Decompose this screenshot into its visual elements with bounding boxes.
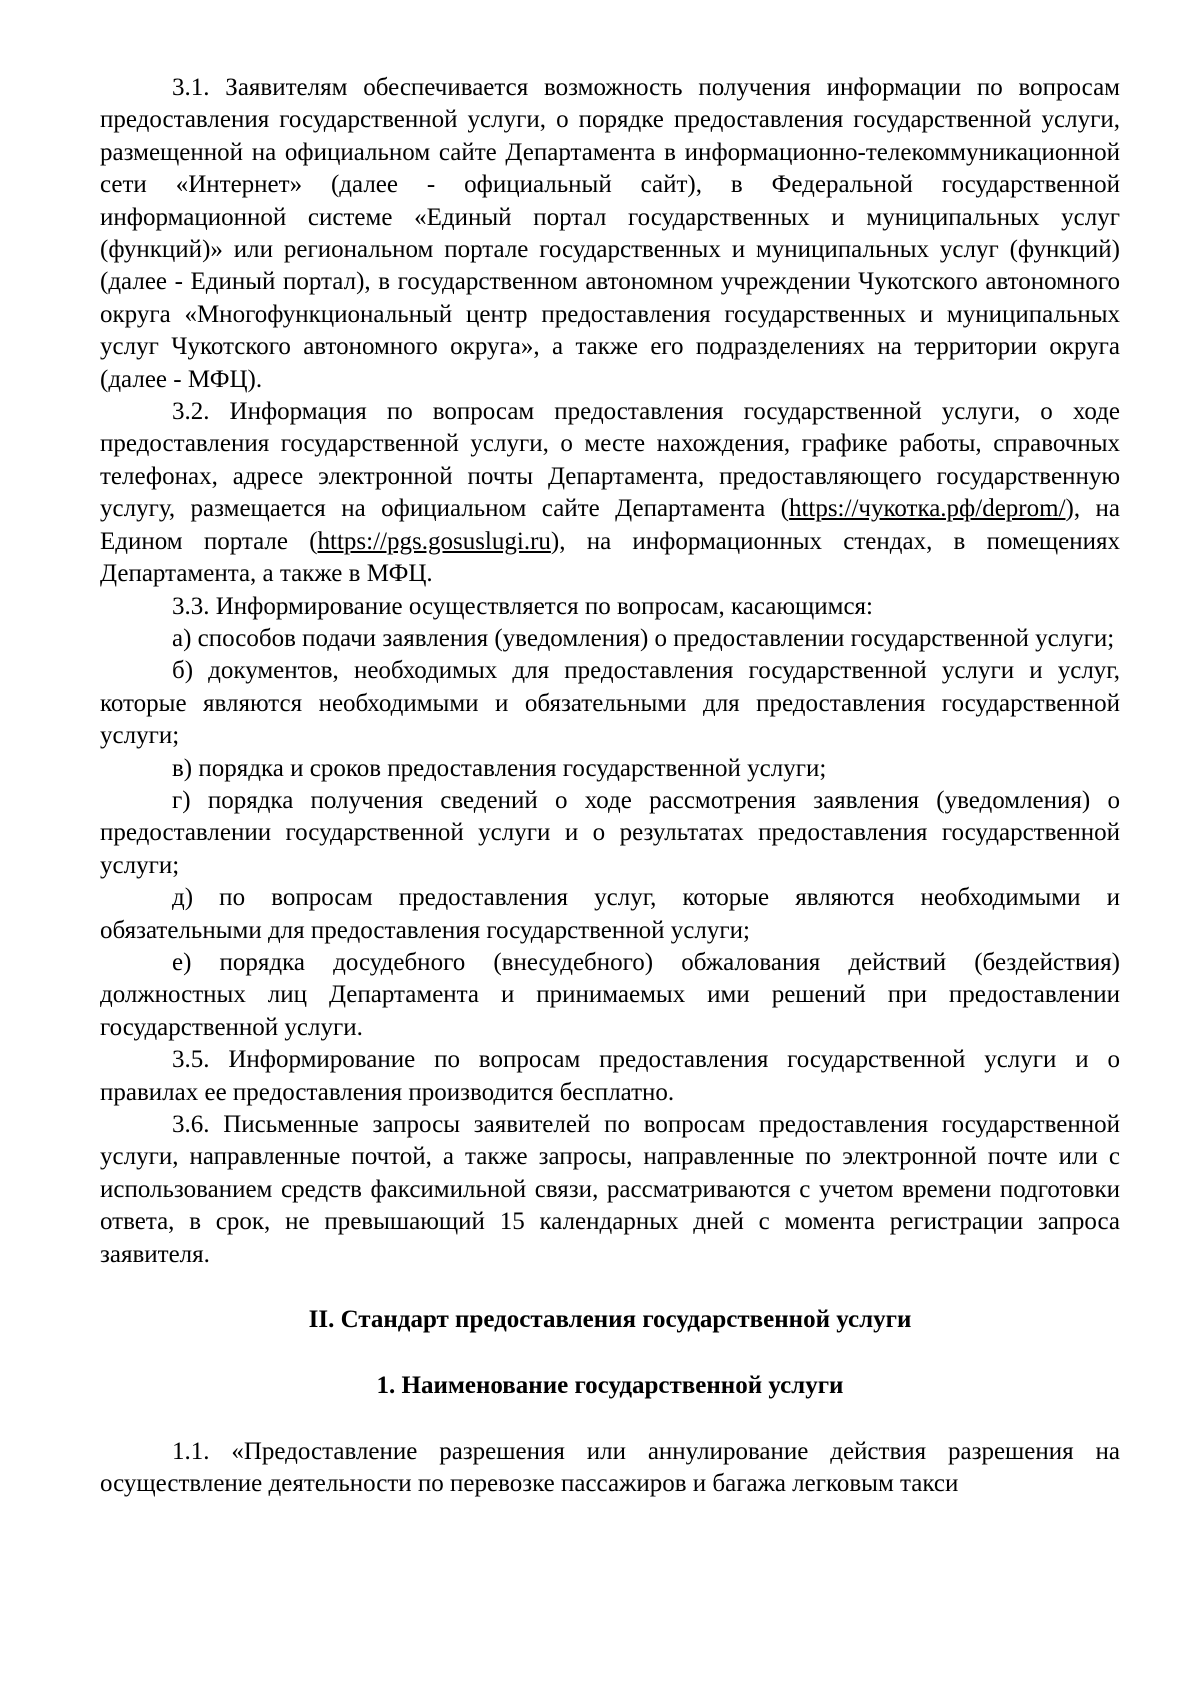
subsection-heading: 1. Наименование государственной услуги: [376, 1372, 844, 1400]
list-item-b: б) документов, необходимых для предоставления государственной услуги и услуг, которые являются необходимыми и обязательными для предоставления государственной услуги;: [100, 657, 1120, 750]
section-heading: II. Стандарт предоставления государственной услуги: [308, 1306, 912, 1334]
paragraph-3-3: 3.3. Информирование осуществляется по вопросам, касающимся:: [172, 592, 873, 620]
list-item-v: в) порядка и сроков предоставления государственной услуги;: [172, 754, 827, 782]
paragraph-3-6: 3.6. Письменные запросы заявителей по вопросам предоставления государственной услуги, направленные почтой, а также запросы, направленные по электронной почте или с использованием средств факсимильной связи, рассматриваются с учетом времени подготовки ответа, в срок, не превышающий 15 календарных дней с момента регистрации запроса заявителя.: [100, 1111, 1120, 1268]
paragraph-3-2-text-c: ), на информационных стендах, в помещениях Департамента, а также в МФЦ.: [100, 527, 1120, 588]
gosuslugi-link[interactable]: https://pgs.gosuslugi.ru: [317, 527, 551, 555]
paragraph-1-1: 1.1. «Предоставление разрешения или аннулирование действия разрешения на осуществление деятельности по перевозке пассажиров и багажа легковым такси: [100, 1437, 1120, 1498]
paragraph-3-5: 3.5. Информирование по вопросам предоставления государственной услуги и о правилах ее предоставления производится бесплатно.: [100, 1046, 1120, 1106]
document-page: [100, 72, 1120, 1501]
list-item-a: а) способов подачи заявления (уведомления) о предоставлении государственной услуги;: [172, 624, 1115, 652]
list-item-e: е) порядка досудебного (внесудебного) обжалования действий (бездействия) должностных лиц Департамента и принимаемых ими решений при предоставлении государственной услуги.: [100, 948, 1120, 1041]
deprom-link[interactable]: https://чукотка.рф/deprom/: [788, 495, 1066, 523]
paragraph-3-1: 3.1. Заявителям обеспечивается возможность получения информации по вопросам предоставления государственной услуги, о порядке предоставления государственной услуги, размещенной на официальном сайте Департамента в информационно-телекоммуникационной сети «Интернет» (далее - официальный сайт), в Федеральной государственной информационной системе «Единый портал государственных и муниципальных услуг (функций)» или региональном портале государственных и муниципальных услуг (функций) (далее - Единый портал), в государственном автономном учреждении Чукотского автономного округа «Многофункциональный центр предоставления государственных и муниципальных услуг Чукотского автономного округа», а также его подразделениях на территории округа (далее - МФЦ).: [100, 74, 1120, 393]
list-item-g: г) порядка получения сведений о ходе рассмотрения заявления (уведомления) о предоставлении государственной услуги и о результатах предоставления государственной услуги;: [100, 786, 1120, 879]
paragraph-3-2: [100, 396, 1120, 590]
list-item-d: д) по вопросам предоставления услуг, которые являются необходимыми и обязательными для предоставления государственной услуги;: [100, 884, 1120, 944]
paragraph-3-2-text-a: 3.2. Информация по вопросам предоставления государственной услуги, о ходе предоставления государственной услуги, о месте нахождения, графике работы, справочных телефонах, адресе электронной почты Департамента, предоставляющего государственную услугу, размещается на официальном сайте Департамента (: [100, 398, 1120, 523]
paragraph-3-2-text-b: ), на Едином портале (: [100, 495, 1120, 555]
